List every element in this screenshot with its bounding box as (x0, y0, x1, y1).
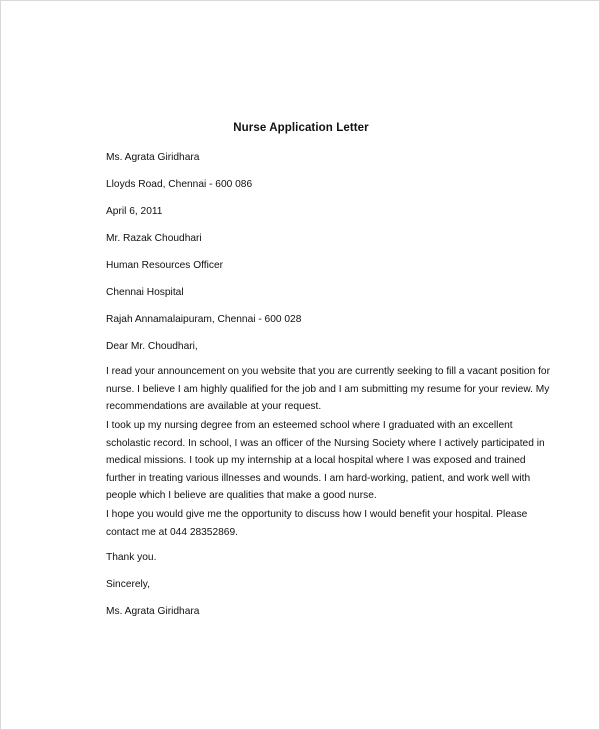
closing-line: Sincerely, (106, 579, 150, 590)
paragraph-line: further in treating various illnesses and wounds. I am hard-working, patient, and work well with (106, 472, 531, 484)
recipient-organization: Chennai Hospital (106, 287, 184, 298)
recipient-name: Mr. Razak Choudhari (106, 233, 202, 244)
paragraph-line: people which I believe are qualities that make a good nurse. (106, 490, 377, 501)
signature-name: Ms. Agrata Giridhara (106, 606, 200, 617)
paragraph-line: contact me at 044 28352869. (106, 526, 238, 538)
letter-title: Nurse Application Letter (233, 122, 369, 134)
paragraph-line: I took up my nursing degree from an esteemed school where I graduated with an excellent (106, 420, 513, 431)
body-paragraph-1 (106, 363, 550, 416)
recipient-address: Rajah Annamalaipuram, Chennai - 600 028 (106, 314, 302, 325)
sender-name: Ms. Agrata Giridhara (106, 152, 200, 163)
sender-address: Lloyds Road, Chennai - 600 086 (106, 179, 253, 190)
paragraph-line: recommendations are available at your request. (106, 401, 322, 412)
letter-date: April 6, 2011 (106, 206, 163, 217)
paragraph-line: I read your announcement on you website that you are currently seeking to fill a vacant position for (106, 366, 550, 377)
paragraph-line: medical missions. I took up my internship at a local hospital where I was exposed and trained (106, 455, 526, 466)
body-paragraph-2 (106, 417, 545, 505)
recipient-title: Human Resources Officer (106, 260, 224, 271)
body-paragraph-3 (106, 506, 526, 541)
paragraph-line: I hope you would give me the opportunity to discuss how I would benefit your hospital. Please (106, 509, 528, 520)
salutation: Dear Mr. Choudhari, (106, 341, 198, 352)
paragraph-line: scholastic record. In school, I was an officer of the Nursing Society where I actively participated in (106, 437, 545, 449)
thanks-line: Thank you. (106, 552, 157, 563)
paragraph-line: nurse. I believe I am highly qualified for the job and I am submitting my resume for your review. My (106, 383, 550, 395)
